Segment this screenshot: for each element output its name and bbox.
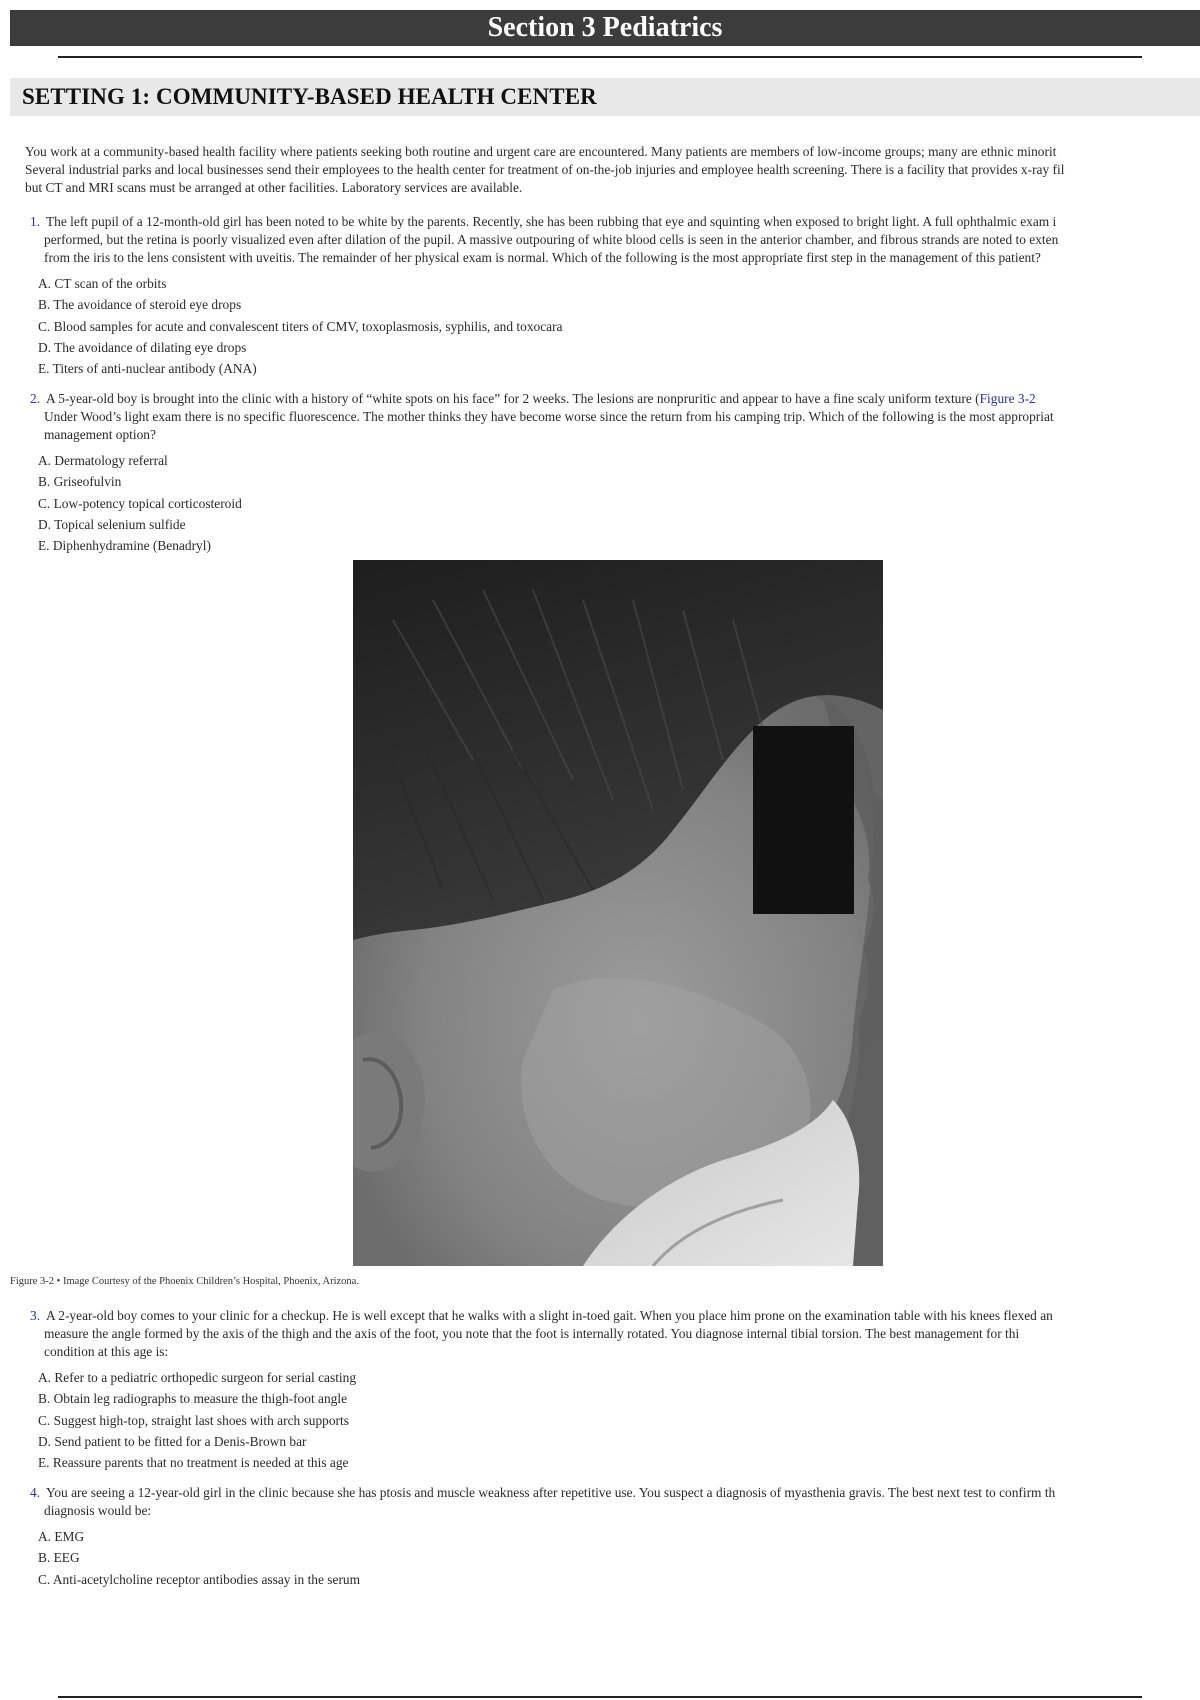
setting-title: SETTING 1: COMMUNITY-BASED HEALTH CENTER bbox=[22, 84, 597, 109]
stem-line: management option? bbox=[44, 427, 156, 442]
stem-line: The left pupil of a 12-month-old girl has been noted to be white by the parents. Recently, she has been rubbing that eye and squinting when exposed to bright light. A full ophthalmic exam i bbox=[46, 214, 1057, 229]
face-profile-photo-icon bbox=[353, 560, 883, 1266]
question-number: 2. bbox=[30, 391, 41, 406]
answer-option: B. Griseofulvin bbox=[38, 474, 122, 490]
stem-line: A 2-year-old boy comes to your clinic for a checkup. He is well except that he walks with a slight in-toed gait. When you place him prone on the examination table with his knees flexed an bbox=[46, 1308, 1053, 1323]
stem-line: from the iris to the lens consistent with uveitis. The remainder of her physical exam is normal. Which of the following is the most appropriate first step in the management of this patient? bbox=[44, 250, 1041, 265]
section-title: Section 3 Pediatrics bbox=[487, 12, 723, 43]
question-number: 4. bbox=[30, 1485, 41, 1500]
answer-options bbox=[38, 450, 1200, 556]
answer-options bbox=[38, 1367, 1200, 1473]
stem-line: performed, but the retina is poorly visualized even after dilation of the pupil. A massive outpouring of white blood cells is seen in the anterior chamber, and fibrous strands are noted to exten bbox=[44, 232, 1059, 247]
figure-photo bbox=[353, 560, 883, 1266]
figure-link[interactable]: Figure 3-2 bbox=[979, 391, 1036, 406]
answer-option: B. Obtain leg radiographs to measure the thigh-foot angle bbox=[38, 1391, 348, 1407]
intro-paragraph bbox=[25, 143, 1200, 197]
top-rule bbox=[58, 56, 1142, 58]
figure-caption: Figure 3-2 • Image Courtesy of the Phoenix Children’s Hospital, Phoenix, Arizona. bbox=[10, 1276, 359, 1287]
answer-option: C. Blood samples for acute and convalescent titers of CMV, toxoplasmosis, syphilis, and toxocara bbox=[38, 318, 563, 334]
section-header bbox=[10, 10, 1200, 46]
stem-line: condition at this age is: bbox=[44, 1344, 169, 1359]
answer-option: A. Dermatology referral bbox=[38, 453, 168, 468]
answer-option: A. EMG bbox=[38, 1529, 85, 1544]
question-4 bbox=[30, 1484, 1200, 1590]
bottom-rule bbox=[58, 1696, 1142, 1698]
setting-banner bbox=[10, 78, 1200, 116]
answer-option: C. Anti-acetylcholine receptor antibodies assay in the serum bbox=[38, 1571, 361, 1587]
question-stem bbox=[30, 213, 1200, 267]
stem-line: Under Wood’s light exam there is no specific fluorescence. The mother thinks they have become worse since the return from his camping trip. Which of the following is the most appropriat bbox=[44, 409, 1054, 424]
stem-line: You are seeing a 12-year-old girl in the clinic because she has ptosis and muscle weakness after repetitive use. You suspect a diagnosis of myasthenia gravis. The best next test to confirm th bbox=[46, 1485, 1056, 1500]
stem-text: A 5-year-old boy is brought into the clinic with a history of “white spots on his face” for 2 weeks. The lesions are nonpruritic and appear to have a fine scaly uniform texture ( bbox=[46, 391, 980, 406]
answer-options bbox=[38, 273, 1200, 379]
intro-line: but CT and MRI scans must be arranged at other facilities. Laboratory services are available. bbox=[25, 180, 523, 195]
answer-option: C. Suggest high-top, straight last shoes with arch supports bbox=[38, 1412, 349, 1428]
answer-option: D. Topical selenium sulfide bbox=[38, 516, 186, 532]
question-number: 1. bbox=[30, 214, 41, 229]
stem-line: diagnosis would be: bbox=[44, 1503, 152, 1518]
answer-option: B. The avoidance of steroid eye drops bbox=[38, 297, 242, 313]
question-2 bbox=[30, 390, 1200, 556]
answer-option: A. Refer to a pediatric orthopedic surgeon for serial casting bbox=[38, 1370, 357, 1385]
question-stem bbox=[30, 1484, 1200, 1520]
stem-line bbox=[30, 390, 1200, 408]
answer-option: E. Titers of anti-nuclear antibody (ANA) bbox=[38, 361, 257, 377]
answer-option: A. CT scan of the orbits bbox=[38, 276, 167, 291]
stem-line: measure the angle formed by the axis of the thigh and the axis of the foot, you note that the foot is internally rotated. You diagnose internal tibial torsion. The best management for thi bbox=[44, 1326, 1020, 1341]
question-stem bbox=[30, 390, 1200, 444]
answer-option: D. Send patient to be fitted for a Denis-Brown bar bbox=[38, 1433, 307, 1449]
answer-option: B. EEG bbox=[38, 1550, 80, 1566]
question-number: 3. bbox=[30, 1308, 41, 1323]
intro-line: Several industrial parks and local businesses send their employees to the health center for treatment of on-the-job injuries and employee health screening. There is a facility that provides x-ray fil bbox=[25, 162, 1065, 177]
question-3 bbox=[30, 1307, 1200, 1473]
question-stem bbox=[30, 1307, 1200, 1361]
intro-line: You work at a community-based health facility where patients seeking both routine and urgent care are encountered. Many patients are members of low-income groups; many are ethnic minorit bbox=[25, 144, 1057, 159]
question-1 bbox=[30, 213, 1200, 379]
answer-options bbox=[38, 1526, 1200, 1590]
answer-option: E. Reassure parents that no treatment is needed at this age bbox=[38, 1455, 349, 1471]
answer-option: C. Low-potency topical corticosteroid bbox=[38, 495, 242, 511]
answer-option: E. Diphenhydramine (Benadryl) bbox=[38, 538, 211, 554]
answer-option: D. The avoidance of dilating eye drops bbox=[38, 339, 247, 355]
